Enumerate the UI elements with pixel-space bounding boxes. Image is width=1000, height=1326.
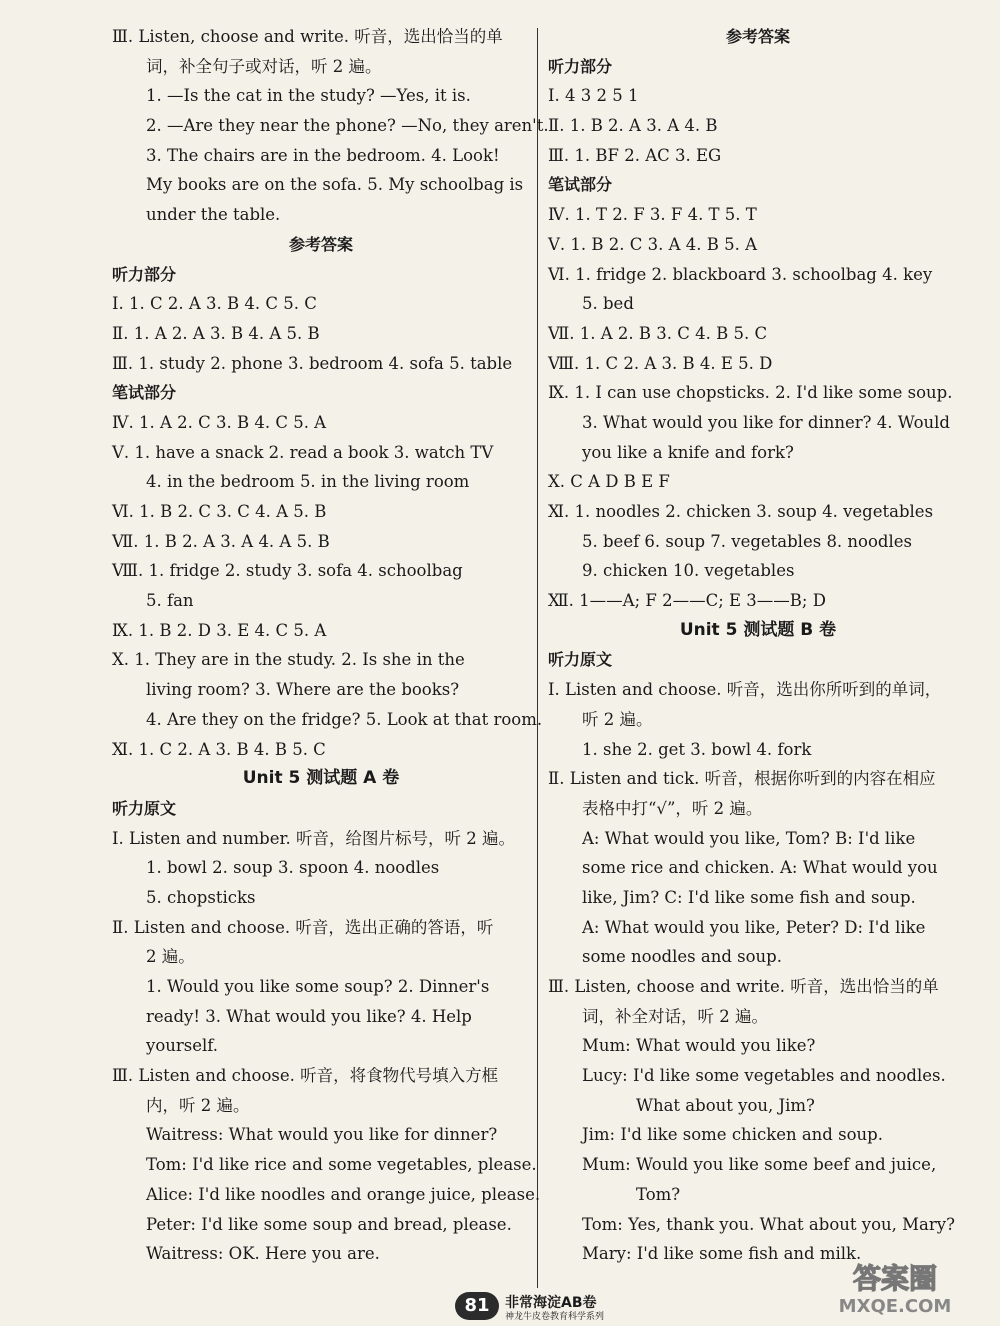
- right-line: 听 2 遍。: [582, 709, 653, 729]
- column-divider: [537, 28, 538, 1288]
- right-line: 参考答案: [725, 27, 790, 46]
- left-column: [112, 22, 549, 1269]
- right-column: [548, 22, 968, 1269]
- left-line: 听力部分: [112, 264, 177, 284]
- left-line: under the table.: [146, 205, 281, 225]
- footer-brand: 非常海淀AB卷: [505, 1295, 597, 1311]
- right-line: Ⅱ. 1. B 2. A 3. A 4. B: [548, 116, 718, 136]
- watermark-logo-graphic: [800, 1258, 990, 1318]
- right-line: Ⅲ. Listen, choose and write. 听音，选出恰当的单: [548, 977, 939, 996]
- right-line: Ⅳ. 1. T 2. F 3. F 4. T 5. T: [548, 205, 757, 225]
- right-line: Ⅷ. 1. C 2. A 3. B 4. E 5. D: [548, 353, 773, 373]
- right-line: Mum: Would you like some beef and juice,: [582, 1155, 937, 1175]
- left-line: Ⅶ. 1. B 2. A 3. A 4. A 5. B: [112, 531, 330, 551]
- right-line: Ⅸ. 1. I can use chopsticks. 2. I'd like some soup.: [548, 383, 953, 403]
- left-line: 3. The chairs are in the bedroom. 4. Look!: [146, 145, 500, 165]
- left-line: 内，听 2 遍。: [146, 1095, 250, 1115]
- left-line: yourself.: [146, 1036, 219, 1056]
- right-line: some rice and chicken. A: What would you: [582, 858, 938, 878]
- right-line: 笔试部分: [548, 175, 613, 195]
- left-line: 5. fan: [146, 591, 194, 611]
- watermark-logo: [800, 1258, 990, 1318]
- left-line: ready! 3. What would you like? 4. Help: [146, 1006, 472, 1026]
- left-line: Waitress: What would you like for dinner?: [146, 1125, 498, 1145]
- right-line: Tom?: [636, 1184, 681, 1204]
- right-line: What about you, Jim?: [636, 1095, 815, 1115]
- left-line: My books are on the sofa. 5. My schoolbag is: [146, 175, 524, 195]
- right-line: 听力部分: [548, 56, 613, 76]
- right-line: 词，补全对话，听 2 遍。: [582, 1006, 768, 1026]
- left-line: 参考答案: [288, 234, 353, 254]
- right-line: 3. What would you like for dinner? 4. Would: [582, 412, 950, 432]
- left-line: 2. —Are they near the phone? —No, they aren't.: [146, 116, 549, 136]
- left-line: Ⅰ. Listen and number. 听音，给图片标号，听 2 遍。: [112, 828, 516, 848]
- right-line: 5. bed: [582, 294, 634, 314]
- left-line: Ⅴ. 1. have a snack 2. read a book 3. watch TV: [112, 442, 494, 462]
- page-number: 81: [455, 1292, 499, 1320]
- left-line: Ⅸ. 1. B 2. D 3. E 4. C 5. A: [112, 620, 327, 640]
- right-line: Ⅹ. C A D B E F: [548, 472, 670, 492]
- right-line: Ⅵ. 1. fridge 2. blackboard 3. schoolbag 4. key: [548, 264, 933, 284]
- right-line: Mary: I'd like some fish and milk.: [582, 1244, 862, 1264]
- right-line: Unit 5 测试题 B 卷: [679, 619, 837, 640]
- right-line: Ⅰ. 4 3 2 5 1: [548, 86, 639, 106]
- right-line: Ⅱ. Listen and tick. 听音，根据你听到的内容在相应: [548, 769, 936, 789]
- right-line: like, Jim? C: I'd like some fish and soup.: [582, 887, 916, 907]
- right-line: 表格中打“√”，听 2 遍。: [582, 798, 763, 818]
- right-line: Ⅻ. 1——A; F 2——C; E 3——B; D: [548, 591, 826, 611]
- right-line: Tom: Yes, thank you. What about you, Mary?: [582, 1214, 955, 1234]
- right-line: Mum: What would you like?: [582, 1036, 816, 1056]
- left-line: Tom: I'd like rice and some vegetables, please.: [146, 1155, 537, 1175]
- left-line: Ⅱ. Listen and choose. 听音，选出正确的答语，听: [112, 917, 494, 937]
- left-line: 1. Would you like some soup? 2. Dinner's: [146, 977, 490, 996]
- left-line: Unit 5 测试题 A 卷: [242, 768, 400, 789]
- left-line: Ⅲ. Listen, choose and write. 听音，选出恰当的单: [112, 27, 503, 46]
- left-line: 5. chopsticks: [146, 887, 256, 907]
- right-line: Ⅲ. 1. BF 2. AC 3. EG: [548, 145, 722, 165]
- left-line: 笔试部分: [112, 383, 177, 403]
- right-line: Ⅺ. 1. noodles 2. chicken 3. soup 4. vegetables: [548, 502, 934, 521]
- left-line: living room? 3. Where are the books?: [146, 680, 460, 700]
- left-line: Ⅺ. 1. C 2. A 3. B 4. B 5. C: [112, 739, 326, 759]
- left-line: 4. in the bedroom 5. in the living room: [146, 472, 470, 492]
- right-line: Jim: I'd like some chicken and soup.: [582, 1125, 883, 1145]
- watermark-text-bottom: MXQE.COM: [838, 1296, 952, 1317]
- right-line: some noodles and soup.: [582, 947, 782, 967]
- right-line: 1. she 2. get 3. bowl 4. fork: [582, 739, 812, 759]
- right-line: Ⅴ. 1. B 2. C 3. A 4. B 5. A: [548, 234, 758, 254]
- right-line: 听力原文: [548, 650, 613, 670]
- right-line: A: What would you like, Peter? D: I'd like: [582, 917, 926, 937]
- left-line: 词，补全句子或对话，听 2 遍。: [146, 56, 382, 76]
- left-line: 1. bowl 2. soup 3. spoon 4. noodles: [146, 858, 440, 878]
- right-line: you like a knife and fork?: [582, 442, 794, 462]
- left-line: 2 遍。: [146, 947, 195, 967]
- right-line: Ⅶ. 1. A 2. B 3. C 4. B 5. C: [548, 323, 768, 343]
- watermark-text-top: 答案圈: [852, 1262, 938, 1295]
- left-line: 4. Are they on the fridge? 5. Look at that room.: [146, 709, 543, 729]
- right-line: Ⅰ. Listen and choose. 听音，选出你所听到的单词，: [548, 680, 942, 700]
- left-line: Ⅹ. 1. They are in the study. 2. Is she in the: [112, 650, 465, 670]
- left-line: Peter: I'd like some soup and bread, please.: [146, 1214, 512, 1234]
- left-line: Ⅰ. 1. C 2. A 3. B 4. C 5. C: [112, 294, 317, 314]
- left-line: Ⅲ. 1. study 2. phone 3. bedroom 4. sofa 5. table: [112, 353, 513, 373]
- right-line: A: What would you like, Tom? B: I'd like: [582, 828, 916, 848]
- right-line: 9. chicken 10. vegetables: [582, 561, 795, 581]
- left-line: Ⅲ. Listen and choose. 听音，将食物代号填入方框: [112, 1066, 499, 1086]
- left-line: 听力原文: [112, 798, 177, 818]
- left-line: Waitress: OK. Here you are.: [146, 1244, 380, 1264]
- right-line: Lucy: I'd like some vegetables and noodles.: [582, 1066, 946, 1086]
- left-line: Ⅱ. 1. A 2. A 3. B 4. A 5. B: [112, 323, 320, 343]
- footer-series: 神龙牛皮卷教育科学系列: [505, 1312, 605, 1322]
- right-line: 5. beef 6. soup 7. vegetables 8. noodles: [582, 531, 912, 551]
- left-line: Ⅳ. 1. A 2. C 3. B 4. C 5. A: [112, 412, 327, 432]
- left-line: Alice: I'd like noodles and orange juice, please.: [146, 1184, 541, 1204]
- left-line: Ⅷ. 1. fridge 2. study 3. sofa 4. schoolbag: [112, 561, 463, 581]
- left-line: 1. —Is the cat in the study? —Yes, it is.: [146, 86, 471, 106]
- left-line: Ⅵ. 1. B 2. C 3. C 4. A 5. B: [112, 502, 327, 521]
